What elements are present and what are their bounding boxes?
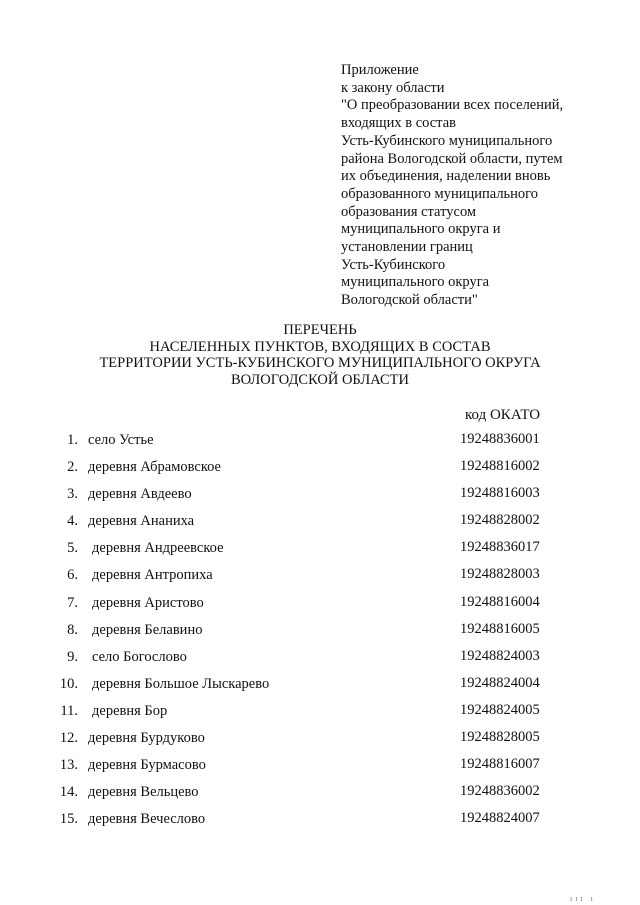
okato-code: 19248816004 [460, 593, 540, 610]
okato-code: 19248824007 [460, 810, 540, 827]
settlement-name: деревня Аристово [92, 594, 204, 611]
item-number: 10. [59, 675, 78, 692]
appendix-line: их объединения, наделении вновь [341, 168, 551, 185]
item-number: 8. [67, 621, 78, 638]
okato-code: 19248828002 [460, 512, 540, 529]
list-item [0, 454, 640, 481]
okato-code: 19248816002 [460, 458, 540, 475]
list-item [0, 427, 640, 454]
document-heading [0, 322, 640, 388]
okato-code: 19248816007 [460, 756, 540, 773]
footer-scan-marks: ııı ı [570, 894, 596, 903]
appendix-line: муниципального округа и [341, 221, 501, 238]
okato-code: 19248836001 [460, 431, 540, 447]
item-number: 14. [59, 784, 78, 801]
list-item [0, 535, 640, 562]
appendix-line: образованного муниципального [341, 185, 539, 202]
appendix-line: к закону области [341, 79, 445, 96]
settlement-name: деревня Большое Лыскарево [92, 675, 270, 692]
settlement-name: деревня Авдеево [88, 486, 192, 503]
list-item [0, 698, 640, 725]
item-number: 1. [67, 432, 78, 448]
appendix-line: установлении границ [341, 239, 473, 256]
okato-code: 19248836017 [460, 539, 540, 556]
list-item [0, 779, 640, 806]
appendix-line: образования статусом [341, 203, 477, 220]
item-number: 11. [60, 702, 78, 719]
heading-line: ТЕРРИТОРИИ УСТЬ-КУБИНСКОГО МУНИЦИПАЛЬНОГО ОКРУГА [99, 355, 541, 371]
item-number: 7. [67, 594, 78, 611]
item-number: 12. [59, 730, 78, 747]
list-item [0, 806, 640, 833]
settlement-name: деревня Андреевское [92, 540, 224, 557]
okato-column-header: код ОКАТО [465, 407, 541, 423]
item-number: 15. [59, 811, 78, 828]
okato-code: 19248828003 [460, 566, 540, 583]
okato-code: 19248816005 [460, 620, 540, 637]
settlement-name: деревня Ананиха [88, 513, 195, 530]
settlement-name: деревня Бурмасово [88, 757, 206, 774]
appendix-line: входящих в состав [341, 115, 456, 132]
appendix-line: муниципального округа [341, 274, 490, 291]
appendix-line: Усть-Кубинского [341, 256, 446, 273]
list-item [0, 481, 640, 508]
list-item [0, 752, 640, 779]
settlement-name: деревня Вельцево [88, 784, 199, 801]
okato-code: 19248836002 [460, 783, 540, 800]
appendix-line: района Вологодской области, путем [341, 150, 563, 167]
settlement-name: село Богослово [92, 648, 187, 665]
settlements-list [0, 427, 640, 833]
settlement-name: деревня Вечеслово [88, 811, 206, 828]
heading-line: ВОЛОГОДСКОЙ ОБЛАСТИ [231, 371, 409, 388]
item-number: 9. [67, 648, 78, 665]
item-number: 6. [67, 567, 78, 584]
item-number: 4. [67, 513, 78, 530]
list-item [0, 562, 640, 589]
list-item [0, 508, 640, 535]
list-item [0, 725, 640, 752]
heading-title: ПЕРЕЧЕНЬ [283, 322, 357, 338]
appendix-line: Приложение [341, 62, 419, 78]
settlement-name: деревня Бор [92, 702, 168, 719]
settlement-name: село Устье [88, 432, 154, 448]
okato-code: 19248828005 [460, 729, 540, 746]
settlement-name: деревня Абрамовское [88, 459, 221, 476]
list-item [0, 671, 640, 698]
appendix-line: "О преобразовании всех поселений, [341, 97, 564, 114]
item-number: 13. [59, 757, 78, 774]
item-number: 3. [67, 486, 78, 503]
settlement-name: деревня Белавино [92, 621, 203, 638]
list-item [0, 644, 640, 671]
settlement-name: деревня Бурдуково [88, 730, 205, 747]
settlement-name: деревня Антропиха [92, 567, 213, 584]
okato-code: 19248824004 [460, 674, 540, 691]
okato-code: 19248816003 [460, 485, 540, 502]
heading-line: НАСЕЛЕННЫХ ПУНКТОВ, ВХОДЯЩИХ В СОСТАВ [149, 338, 491, 355]
list-item [0, 590, 640, 617]
appendix-line: Вологодской области" [341, 292, 478, 309]
list-item [0, 617, 640, 644]
okato-code: 19248824003 [460, 647, 540, 664]
okato-code: 19248824005 [460, 701, 540, 718]
appendix-block [341, 62, 601, 310]
appendix-line: Усть-Кубинского муниципального [341, 132, 553, 149]
item-number: 5. [67, 540, 78, 557]
item-number: 2. [67, 459, 78, 476]
